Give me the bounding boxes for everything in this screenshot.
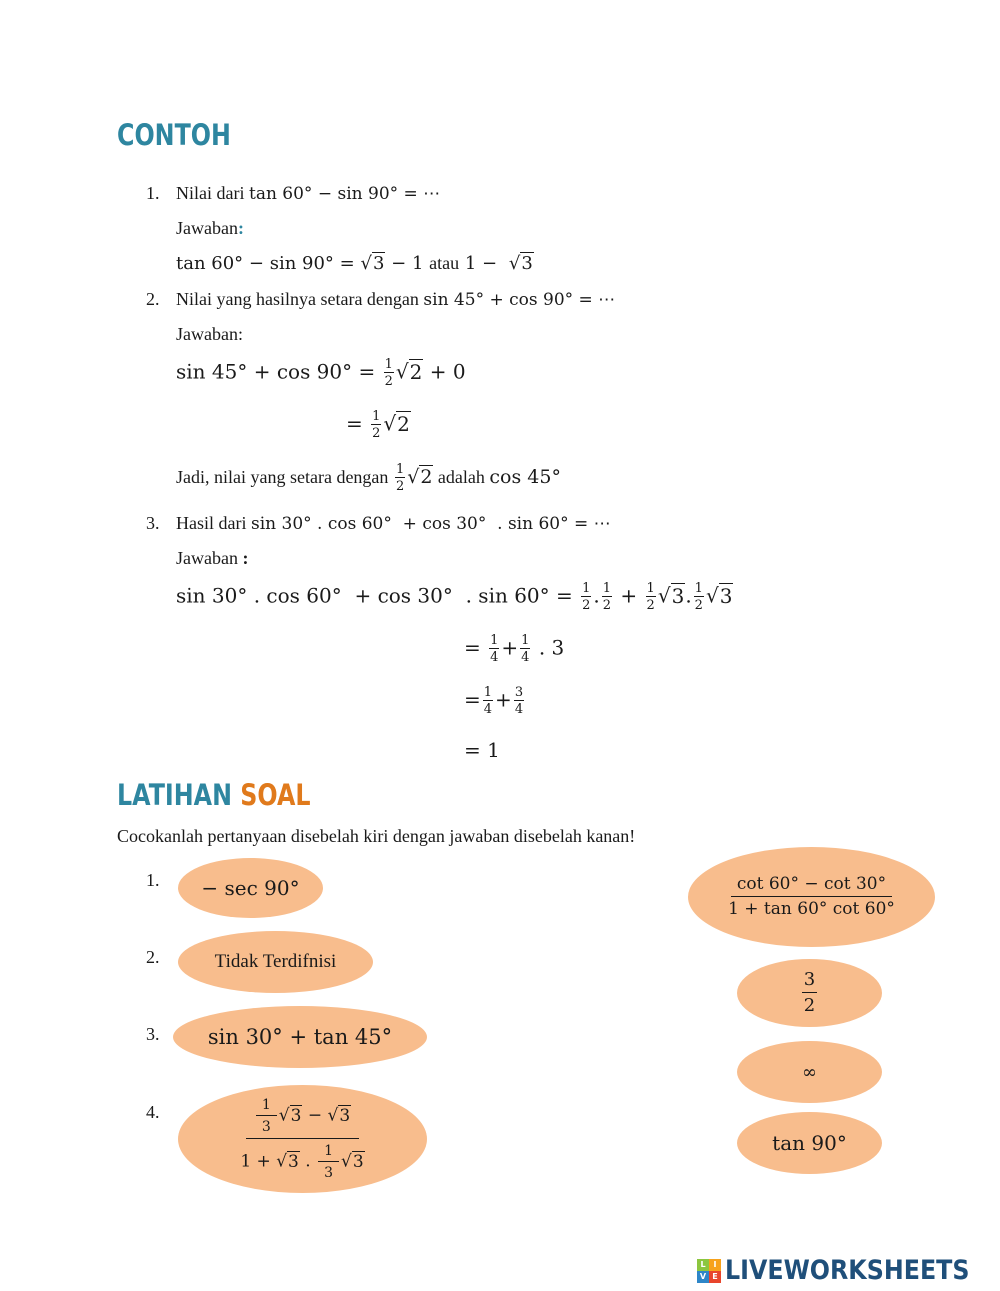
item-2-sqrt: √2 bbox=[395, 359, 423, 384]
item-3-frac-b: $\frac{1}{2}$ bbox=[602, 581, 612, 613]
item-3-answer-label bbox=[176, 548, 248, 569]
item-1-alt: 1 − bbox=[464, 253, 498, 274]
latihan-instruction: Cocokanlah pertanyaan disebelah kiri dengan jawaban disebelah kanan! bbox=[117, 826, 636, 846]
question-3-number: 3. bbox=[146, 1024, 160, 1044]
question-2-pill[interactable] bbox=[178, 931, 373, 993]
item-2-tail: + 0 bbox=[429, 359, 466, 384]
item-2-step-2 bbox=[346, 410, 411, 440]
latihan-title-b: SOAL bbox=[240, 778, 311, 812]
item-2-number: 2. bbox=[146, 289, 160, 309]
item-1-number: 1. bbox=[146, 183, 160, 203]
answer-4-label: tan 90° bbox=[772, 1131, 847, 1155]
item-3-r2-frac-a: $\frac{1}{4}$ bbox=[490, 633, 499, 665]
item-3-dot-1: . bbox=[593, 583, 600, 608]
item-3-r2-tail: . 3 bbox=[538, 635, 565, 660]
item-2-eq: = bbox=[346, 411, 363, 436]
item-2-question-math: sin 45° + cos 90° = ⋯ bbox=[423, 290, 616, 310]
item-2-lhs: sin 45° + cos 90° = bbox=[176, 359, 376, 384]
item-1-mid: − 1 bbox=[391, 253, 424, 274]
item-2-frac: $\frac{1}{2}$ bbox=[384, 357, 393, 389]
item-3-r2-frac-b: $\frac{1}{4}$ bbox=[521, 633, 530, 665]
item-3-question bbox=[176, 513, 611, 534]
item-1-alt-sqrt: √3 bbox=[508, 253, 533, 274]
item-2-question-prefix: Nilai yang hasilnya setara dengan bbox=[176, 289, 419, 309]
item-2-step-1 bbox=[176, 358, 466, 388]
item-3-eq-2: = bbox=[464, 635, 481, 660]
question-3-pill[interactable] bbox=[173, 1006, 427, 1068]
contoh-heading: CONTOH bbox=[117, 118, 231, 152]
conclusion-prefix: Jadi, nilai yang setara dengan bbox=[176, 467, 389, 487]
answer-4-pill[interactable] bbox=[737, 1112, 882, 1174]
answer-1-label: $\frac{\cot 60^\circ - \cot 30^\circ}{1 + \tan 60^\circ \cot 60^\circ}$ bbox=[728, 874, 895, 919]
question-4-number: 4. bbox=[146, 1102, 160, 1122]
latihan-heading bbox=[117, 778, 311, 812]
item-3-plus: + bbox=[620, 583, 638, 608]
answer-3-pill[interactable] bbox=[737, 1041, 882, 1103]
item-3-frac-a: $\frac{1}{2}$ bbox=[582, 581, 591, 613]
logo-mark-icon: L I V E bbox=[697, 1259, 721, 1283]
item-1-answer-colon: : bbox=[237, 218, 244, 238]
item-3-answer-text: Jawaban bbox=[176, 548, 238, 568]
item-2-sqrt-2: √2 bbox=[383, 411, 410, 436]
item-2-answer-label: Jawaban: bbox=[176, 324, 243, 344]
question-1-number: 1. bbox=[146, 870, 160, 890]
item-3-step-3 bbox=[464, 686, 526, 716]
item-3-r3-frac-b: $\frac{3}{4}$ bbox=[514, 685, 524, 717]
item-2-question bbox=[176, 289, 615, 310]
conclusion-frac: $\frac{1}{2}$ bbox=[395, 462, 405, 494]
item-1-answer-text: Jawaban bbox=[176, 218, 238, 238]
item-1-answer-label bbox=[176, 218, 244, 239]
question-2-label: Tidak Terdifnisi bbox=[214, 951, 337, 972]
question-3-label: sin 30° + tan 45° bbox=[207, 1025, 393, 1049]
item-1-lhs: tan 60° − sin 90° = bbox=[176, 253, 355, 274]
item-3-r2-plus: + bbox=[501, 635, 519, 660]
item-3-sqrt-c: √3 bbox=[657, 583, 685, 608]
item-3-step-4: = 1 bbox=[464, 738, 500, 762]
conclusion-result: cos 45° bbox=[489, 466, 561, 488]
item-3-frac-c: $\frac{1}{2}$ bbox=[646, 581, 655, 613]
conclusion-sqrt: √2 bbox=[407, 466, 433, 488]
answer-2-pill[interactable] bbox=[737, 959, 882, 1027]
question-4-pill[interactable] bbox=[178, 1085, 427, 1193]
answer-2-label: $\frac{3}{2}$ bbox=[803, 969, 816, 1016]
item-3-eq-3: = bbox=[464, 687, 481, 712]
question-4-label bbox=[238, 1098, 366, 1180]
item-3-answer-colon: : bbox=[242, 548, 249, 568]
item-3-number: 3. bbox=[146, 513, 160, 533]
item-3-step-2 bbox=[464, 634, 564, 664]
item-3-step-1 bbox=[176, 582, 733, 612]
question-1-pill[interactable] bbox=[178, 858, 323, 918]
item-1-atau: atau bbox=[429, 253, 460, 273]
item-3-question-math: sin 30° . cos 60° + cos 30° . sin 60° = ⋯ bbox=[250, 514, 611, 534]
item-3-sqrt-d: √3 bbox=[705, 583, 733, 608]
item-3-question-prefix: Hasil dari bbox=[176, 513, 247, 533]
question-2-number: 2. bbox=[146, 947, 160, 967]
item-1-question-prefix: Nilai dari bbox=[176, 183, 245, 203]
item-3-r3-frac-a: $\frac{1}{4}$ bbox=[483, 685, 493, 717]
item-2-conclusion bbox=[176, 463, 561, 493]
item-3-lhs: sin 30° . cos 60° + cos 30° . sin 60° = bbox=[176, 583, 573, 608]
logo-text: LIVEWORKSHEETS bbox=[725, 1255, 970, 1286]
item-1-question bbox=[176, 183, 440, 204]
item-1-question-math: tan 60° − sin 90° = ⋯ bbox=[248, 184, 441, 204]
item-3-dot-2: . bbox=[685, 583, 692, 608]
conclusion-mid: adalah bbox=[437, 467, 485, 487]
answer-1-pill[interactable] bbox=[688, 847, 935, 947]
question-1-label: − sec 90° bbox=[201, 876, 300, 900]
item-3-frac-d: $\frac{1}{2}$ bbox=[694, 581, 703, 613]
liveworksheets-logo bbox=[697, 1255, 1000, 1286]
item-3-r3-plus: + bbox=[495, 687, 512, 712]
item-1-steps bbox=[176, 253, 534, 274]
answer-3-label: ∞ bbox=[802, 1061, 817, 1083]
question-4-fraction: $\frac{1}{3}$ √3 − √3 1 + √3 . $\frac{1}{3}$ √3 bbox=[240, 1097, 364, 1181]
item-1-sqrt: √3 bbox=[360, 253, 385, 274]
latihan-title-a: LATIHAN bbox=[117, 778, 232, 812]
item-2-frac-2: $\frac{1}{2}$ bbox=[372, 409, 381, 441]
